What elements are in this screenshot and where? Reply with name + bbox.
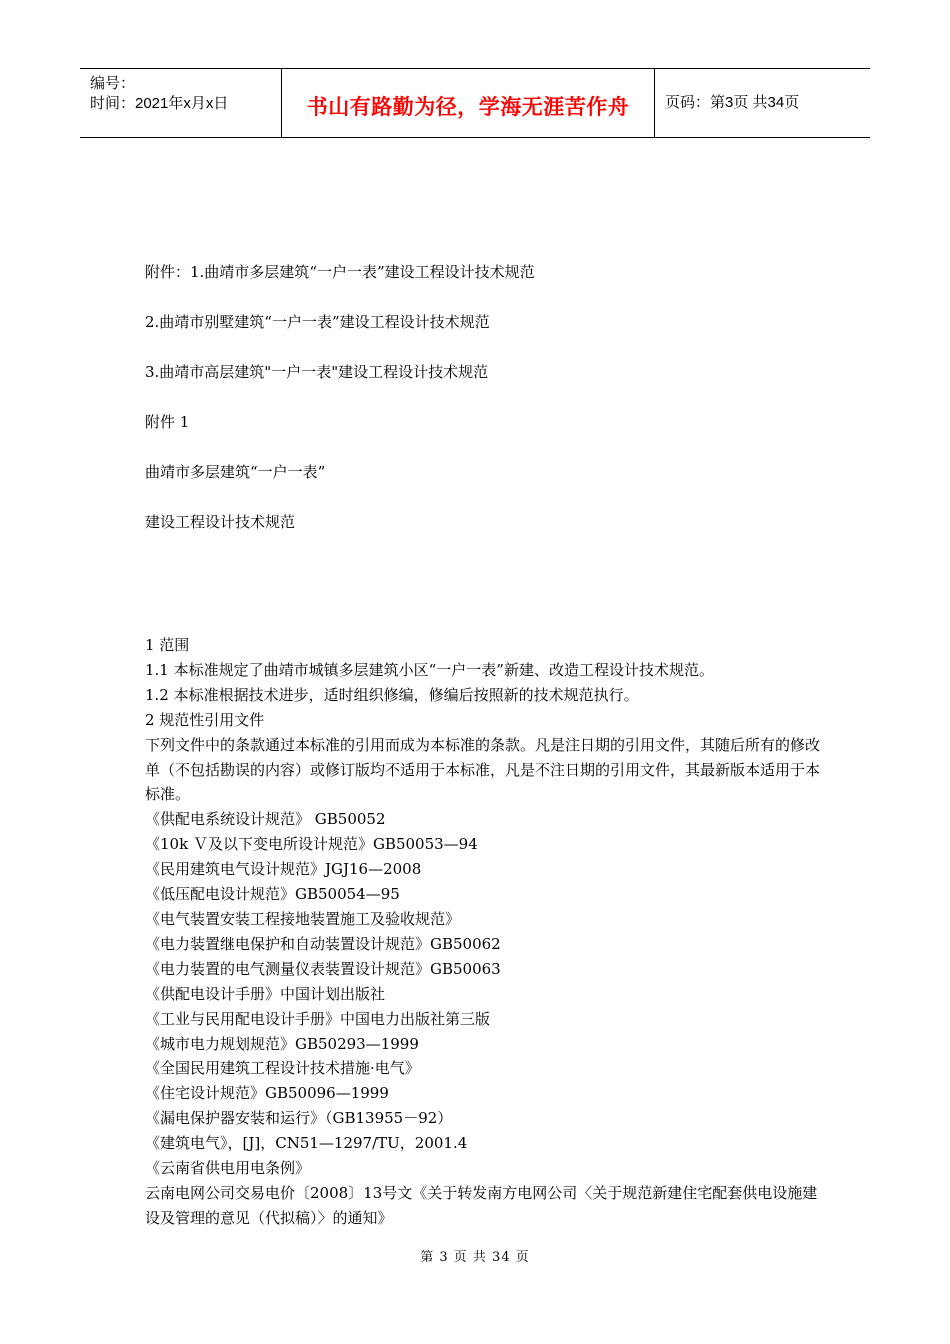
reference-item: 《10k Ｖ及以下变电所设计规范》GB50053—94 xyxy=(145,835,478,854)
reference-item: 《电力装置的电气测量仪表装置设计规范》GB50063 xyxy=(145,959,501,978)
reference-item: 《电力装置继电保护和自动装置设计规范》GB50062 xyxy=(145,934,501,953)
reference-item: 《云南省供电用电条例》 xyxy=(145,1159,311,1178)
page-header xyxy=(80,68,870,138)
closing-reference-paragraph: 云南电网公司交易电价〔2008〕13号文《关于转发南方电网公司〈关于规范新建住宅配套供电设施建设及管理的意见（代拟稿）〉的通知》 xyxy=(145,1183,818,1227)
reference-item: 《供配电系统设计规范》 GB50052 xyxy=(145,810,386,829)
references-intro-paragraph: 下列文件中的条款通过本标准的引用而成为本标准的条款。凡是注日期的引用文件，其随后所有的修改单（不包括勘误的内容）或修订版均不适用于本标准，凡是不注日期的引用文件，其最新版本适用于本标准。 xyxy=(145,735,821,804)
document-title-line-1: 曲靖市多层建筑“一户一表” xyxy=(145,463,326,481)
reference-item: 《工业与民用配电设计手册》中国电力出版社第三版 xyxy=(145,1009,491,1028)
document-date-label: 时间：2021年x月x日 xyxy=(90,95,229,112)
reference-item: 《低压配电设计规范》GB50054—95 xyxy=(145,885,400,904)
reference-item: 《民用建筑电气设计规范》JGJ16—2008 xyxy=(145,860,422,879)
clause-1-1: 1.1 本标准规定了曲靖市城镇多层建筑小区“一户一表”新建、改造工程设计技术规范。 xyxy=(145,660,714,679)
reference-item: 《建筑电气》，[J]，CN51—1297/TU，2001.4 xyxy=(145,1134,468,1153)
attachment-item-3: 3.曲靖市高层建筑"一户一表"建设工程设计技术规范 xyxy=(145,363,489,381)
document-title-line-2: 建设工程设计技术规范 xyxy=(145,513,296,531)
reference-item: 《漏电保护器安装和运行》（GB13955－92） xyxy=(145,1109,453,1128)
header-page-info: 页码：第3页 共34页 xyxy=(665,94,800,111)
reference-item: 《城市电力规划规范》GB50293—1999 xyxy=(145,1034,419,1053)
header-motto: 书山有路勤为径，学海无涯苦作舟 xyxy=(306,95,630,119)
main-content xyxy=(145,633,825,1231)
page-footer: 第 3 页 共 34 页 xyxy=(420,1250,530,1265)
reference-item: 《住宅设计规范》GB50096—1999 xyxy=(145,1084,389,1103)
reference-item: 《供配电设计手册》中国计划出版社 xyxy=(145,984,386,1003)
reference-item: 《全国民用建筑工程设计技术措施·电气》 xyxy=(145,1059,420,1078)
annex-label: 附件 1 xyxy=(145,413,190,431)
header-left-cell xyxy=(80,69,282,137)
section-heading-scope: 1 范围 xyxy=(145,636,190,654)
document-number-label: 编号： xyxy=(90,75,136,92)
attachment-item-1: 附件：1.曲靖市多层建筑“一户一表”建设工程设计技术规范 xyxy=(145,263,535,281)
clause-1-2: 1.2 本标准根据技术进步，适时组织修编，修编后按照新的技术规范执行。 xyxy=(145,685,639,704)
reference-item: 《电气装置安装工程接地装置施工及验收规范》 xyxy=(145,909,461,928)
header-motto-cell xyxy=(282,69,655,137)
reference-list xyxy=(145,807,825,1181)
attachment-item-2: 2.曲靖市别墅建筑“一户一表”建设工程设计技术规范 xyxy=(145,313,490,331)
section-heading-references: 2 规范性引用文件 xyxy=(145,710,265,729)
